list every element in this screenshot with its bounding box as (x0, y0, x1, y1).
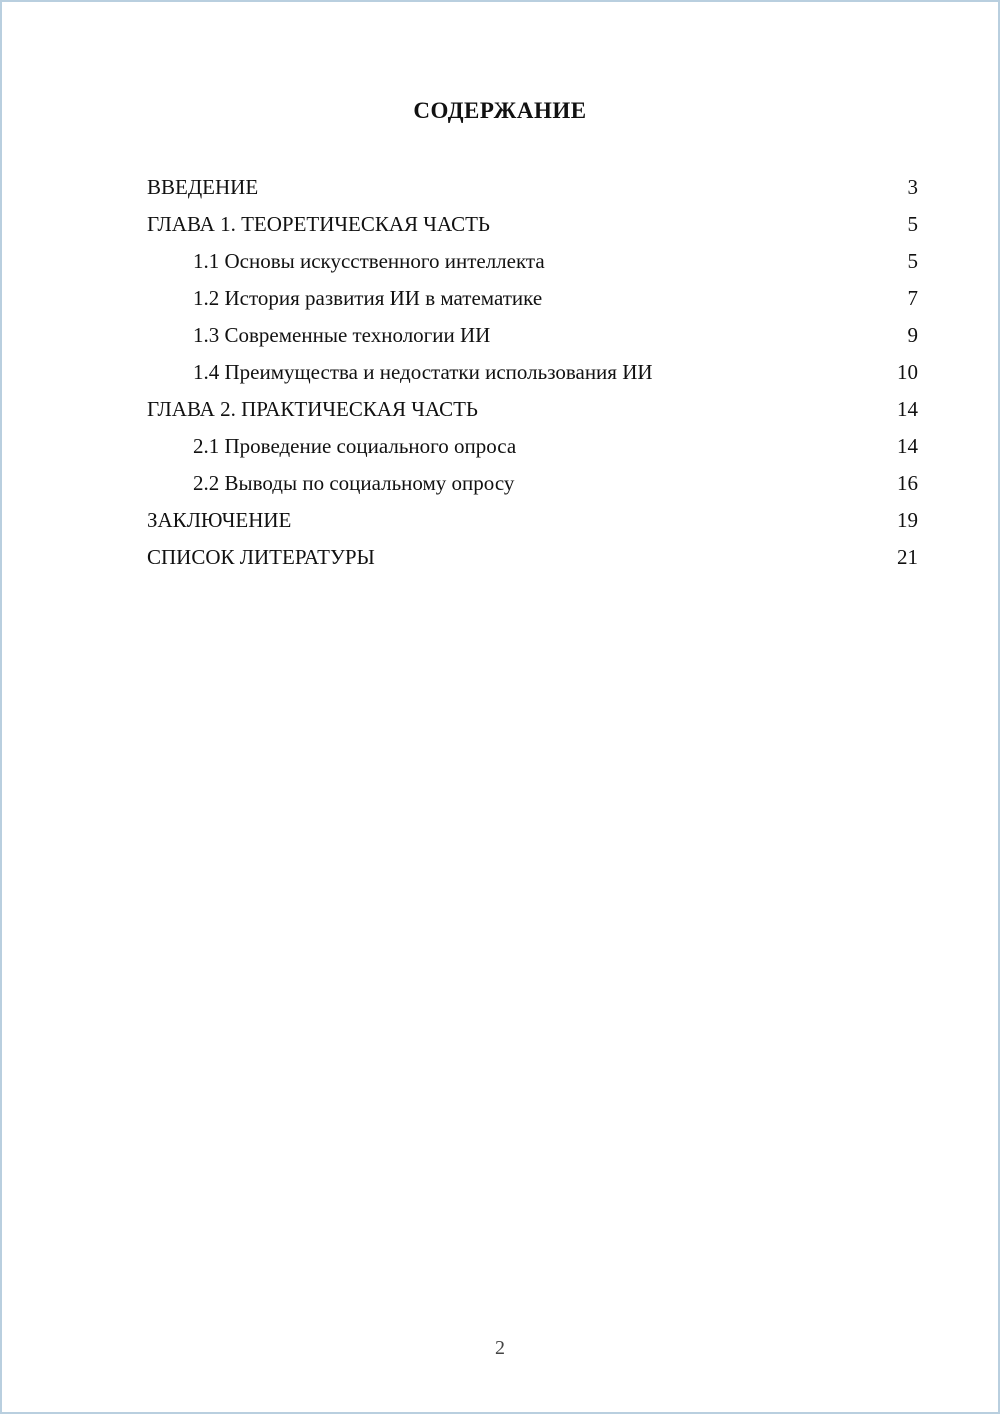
toc-entry-page: 10 (897, 360, 918, 384)
toc-entry-label: 1.4 Преимущества и недостатки использования ИИ (193, 360, 653, 384)
toc-entry-label: ЗАКЛЮЧЕНИЕ (147, 508, 292, 532)
toc-entry (147, 391, 918, 428)
toc-entry-page: 14 (897, 434, 918, 458)
toc-entry-page: 21 (897, 545, 918, 569)
toc-entry-page: 16 (897, 471, 918, 495)
toc-entry (147, 280, 918, 317)
toc-entry (147, 243, 918, 280)
toc-entry (147, 539, 918, 576)
toc-entry (147, 428, 918, 465)
toc-entry-label: 2.2 Выводы по социальному опросу (193, 471, 515, 495)
toc-entry-label: 1.1 Основы искусственного интеллекта (193, 249, 545, 273)
footer-page-number: 2 (495, 1337, 505, 1359)
toc-entry (147, 317, 918, 354)
toc-entry (147, 465, 918, 502)
toc-entry-page: 7 (907, 286, 918, 310)
toc-entry-page: 9 (907, 323, 918, 347)
toc-entry-page: 5 (907, 212, 918, 236)
page-title: СОДЕРЖАНИЕ (413, 98, 587, 123)
toc-entry-label: 1.2 История развития ИИ в математике (193, 286, 543, 310)
toc-entry (147, 354, 918, 391)
toc-entry-label: ГЛАВА 2. ПРАКТИЧЕСКАЯ ЧАСТЬ (147, 397, 478, 421)
toc-entry (147, 502, 918, 539)
toc-list (2, 169, 998, 576)
toc-entry-label: СПИСОК ЛИТЕРАТУРЫ (147, 545, 375, 569)
toc-entry-page: 5 (907, 249, 918, 273)
toc-entry (147, 206, 918, 243)
toc-entry-label: ВВЕДЕНИЕ (147, 175, 259, 199)
toc-entry-page: 3 (907, 175, 918, 199)
toc-entry-label: 1.3 Современные технологии ИИ (193, 323, 491, 347)
toc-entry-label: ГЛАВА 1. ТЕОРЕТИЧЕСКАЯ ЧАСТЬ (147, 212, 490, 236)
toc-entry (147, 169, 918, 206)
toc-entry-label: 2.1 Проведение социального опроса (193, 434, 517, 458)
toc-entry-page: 14 (897, 397, 918, 421)
toc-entry-page: 19 (897, 508, 918, 532)
